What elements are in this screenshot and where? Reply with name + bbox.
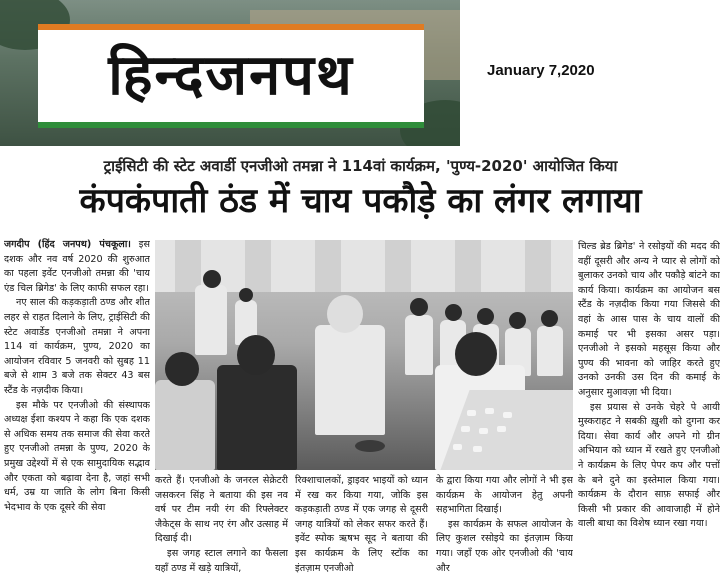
article-headline: कंपकंपाती ठंड में चाय पकौड़े का लंगर लगाया [79, 181, 642, 221]
newspaper-logo [38, 24, 424, 128]
article-right-column [578, 240, 720, 577]
article-bottom-column-2 [295, 474, 428, 577]
publication-date: January 7,2020 [487, 62, 595, 79]
paragraph: रिक्शाचालकों, ड्राइवर भाइयों को ध्यान में रख कर किया गया, जोकि इस कड़कड़ाती ठण्ड में एक जगह से दूसरी जगह यात्रियों को लेकर सफर करते हैं। इवेंट स्पोक ऋषभ सूद ने बताया की इस कार्यक्रम के लिए स्टॉक का इंतज़ाम एनजीओ [295, 475, 428, 574]
article-bottom-column-1 [155, 474, 288, 577]
paragraph: करते हैं। एनजीओ के जनरल सेक्रेटरी जसकरन सिंह ने बताया की इस नव वर्ष पर टीम नयी रंग की रिफ्लेक्टर जैकेट्स के साथ नए रंग और उत्साह में दिखाई दी। [155, 475, 288, 545]
event-photo [155, 240, 573, 470]
paragraph: चिल्ड ब्रेड ब्रिगेड' ने रसोइयों की मदद की वहीं दूसरी और अन्य ने प्यार से लोगों को बुलाकर उनको चाय और पकौड़े बांटने का कार्य किया। कार्यक्रम का आयोजन बस स्टैंड के नज़दीक किया गया जिससे की वहां के आस पास के चाय वालों की कमाई पर भी इसका असर पड़ा। एनजीओ ने इसको महसूस किया और पुण्य की भावना को जाहिर करते हुए उनको उनकी उस दिन की कमाई के अनुसार मुआवज़ा भी दिया। [578, 241, 720, 398]
paragraph: इस प्रयास से उनके चेहरे पे आयी मुस्कराहट ने सबकी ख़ुशी को दुगना कर दिया। सेवा कार्य और अपने गो ग्रीन अभियान को ध्यान में रखते हुए एनजीओ ने कार्यक्रम के लिए पेपर कप और पत्तों के बने दुने का इस्तेमाल किया गया। कार्यक्रम के दौरान साफ़ सफाई और किसी भी प्रकार की आवाजाही में होने वाली बाधा का विशेष ध्यान रखा गया। [578, 401, 720, 530]
byline: जगदीप (हिंद जनपथ) पंचकूला। [4, 239, 131, 250]
paragraph: नए साल की कड़कड़ाती ठण्ड और शीत लहर से राहत दिलाने के लिए, ट्राईसिटी की स्टेट अवार्डेड एनजीओ तमन्ना ने अपना 114 वां कार्यक्रम, पुण्य, 2020 का आयोजन रविवार 5 जनवरी को सुबह 11 बजे से शाम 3 बजे तक सेक्टर 43 बस स्टैंड के नज़दीक किया। [4, 297, 150, 396]
paragraph [4, 238, 150, 296]
paragraph-text: इस दशक और नव वर्ष 2020 की शुरुआत का पहला इवेंट एनजीओ तमन्ना की 'चाय एंड चिल ब्रिगेड' के लिए काफी सफल रहा। [4, 239, 150, 294]
article-left-column [4, 238, 150, 577]
article-bottom-column-3 [436, 474, 573, 577]
paragraph: इस जगह स्टाल लगाने का फैसला यहाँ ठण्ड में खड़े यात्रियों, [155, 547, 288, 574]
paragraph: के द्वारा किया गया और लोगों ने भी इस कार्यक्रम के आयोजन हेतु अपनी सहभागिता दिखाई। [436, 475, 573, 516]
masthead-banner [0, 0, 460, 146]
paragraph: इस मौके पर एनजीओ की संस्थापक अध्यक्ष ईशा कश्यप ने कहा कि एक दशक से अधिक समय तक समाज की सेवा करते हुए एनजीओ तमन्ना के पुण्य, 2020 के प्रमुख उद्देश्यों में से एक सामुदायिक सद्भाव और एकता को बढ़ावा देना है, जहां सभी धर्म, उम्र या जाति के लोग बिना किसी भेदभाव के एक दूसरे की सेवा [4, 399, 150, 513]
article-kicker: ट्राईसिटी की स्टेट अवार्डी एनजीओ तमन्ना ने 114वां कार्यक्रम, 'पुण्य-2020' आयोजित किया [103, 157, 618, 175]
paragraph: इस कार्यक्रम के सफल आयोजन के लिए कुशल रसोइये का इंतज़ाम किया गया। जहाँ एक ओर एनजीओ की 'चाय और [436, 518, 573, 574]
logo-text: हिन्दजनपथ [108, 43, 354, 108]
